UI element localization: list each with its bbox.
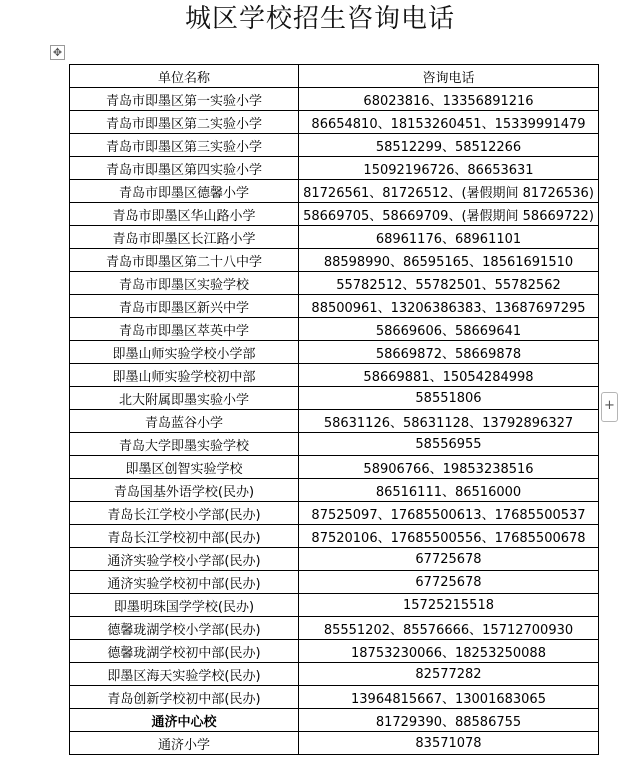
phone-cell: 81726561、81726512、(暑假期间 81726536) [299, 180, 599, 203]
phone-cell: 15092196726、86653631 [299, 157, 599, 180]
table-row [70, 709, 599, 732]
table-row [70, 134, 599, 157]
table-row [70, 525, 599, 548]
phone-cell: 87520106、17685500556、17685500678 [299, 525, 599, 548]
phone-cell: 81729390、88586755 [299, 709, 599, 732]
phone-cell: 55782512、55782501、55782562 [299, 272, 599, 295]
school-name-cell: 青岛市即墨区新兴中学 [70, 295, 299, 318]
table-row [70, 203, 599, 226]
phone-cell: 88500961、13206386383、13687697295 [299, 295, 599, 318]
phone-cell: 58906766、19853238516 [299, 456, 599, 479]
header-unit-name: 单位名称 [70, 65, 299, 88]
table-row [70, 548, 599, 571]
table-row [70, 732, 599, 755]
school-name-cell: 即墨区海天实验学校(民办) [70, 663, 299, 686]
table-row [70, 318, 599, 341]
school-name-cell: 青岛市即墨区第一实验小学 [70, 88, 299, 111]
phone-cell: 86516111、86516000 [299, 479, 599, 502]
table-row [70, 111, 599, 134]
contact-table [69, 64, 599, 755]
table-row [70, 226, 599, 249]
table-row [70, 157, 599, 180]
phone-cell: 58551806 [299, 387, 599, 410]
table-row [70, 341, 599, 364]
school-name-cell: 青岛市即墨区华山路小学 [70, 203, 299, 226]
phone-cell: 82577282 [299, 663, 599, 686]
phone-cell: 58669881、15054284998 [299, 364, 599, 387]
school-name-cell: 青岛国基外语学校(民办) [70, 479, 299, 502]
phone-cell: 86654810、18153260451、15339991479 [299, 111, 599, 134]
school-name-cell: 即墨山师实验学校小学部 [70, 341, 299, 364]
school-name-cell: 青岛长江学校初中部(民办) [70, 525, 299, 548]
phone-cell: 58669872、58669878 [299, 341, 599, 364]
school-name-cell: 青岛大学即墨实验学校 [70, 433, 299, 456]
phone-cell: 58512299、58512266 [299, 134, 599, 157]
school-name-cell: 即墨区创智实验学校 [70, 456, 299, 479]
table-row [70, 88, 599, 111]
school-name-cell: 青岛市即墨区德馨小学 [70, 180, 299, 203]
school-name-cell: 青岛蓝谷小学 [70, 410, 299, 433]
school-name-cell: 北大附属即墨实验小学 [70, 387, 299, 410]
phone-cell: 13964815667、13001683065 [299, 686, 599, 709]
table-row [70, 410, 599, 433]
table-row [70, 617, 599, 640]
school-name-cell: 青岛市即墨区第三实验小学 [70, 134, 299, 157]
phone-cell: 83571078 [299, 732, 599, 755]
table-row [70, 456, 599, 479]
table-row [70, 502, 599, 525]
school-name-cell: 青岛市即墨区实验学校 [70, 272, 299, 295]
phone-cell: 68961176、68961101 [299, 226, 599, 249]
phone-cell: 58669705、58669709、(暑假期间 58669722) [299, 203, 599, 226]
school-name-cell: 青岛长江学校小学部(民办) [70, 502, 299, 525]
page-title: 城区学校招生咨询电话 [184, 4, 455, 34]
school-name-cell: 青岛市即墨区第四实验小学 [70, 157, 299, 180]
table-row [70, 663, 599, 686]
table-row [70, 571, 599, 594]
phone-cell: 58556955 [299, 433, 599, 456]
table-row [70, 640, 599, 663]
table-row [70, 249, 599, 272]
school-name-cell: 德馨珑湖学校初中部(民办) [70, 640, 299, 663]
school-name-cell: 德馨珑湖学校小学部(民办) [70, 617, 299, 640]
school-name-cell: 即墨山师实验学校初中部 [70, 364, 299, 387]
school-name-cell: 青岛市即墨区第二实验小学 [70, 111, 299, 134]
table-body [70, 88, 599, 755]
phone-cell: 88598990、86595165、18561691510 [299, 249, 599, 272]
table-row [70, 433, 599, 456]
table-row [70, 295, 599, 318]
header-phone: 咨询电话 [299, 65, 599, 88]
table-row [70, 364, 599, 387]
school-name-cell: 青岛市即墨区萃英中学 [70, 318, 299, 341]
phone-cell: 67725678 [299, 571, 599, 594]
table-row [70, 272, 599, 295]
school-name-cell: 青岛创新学校初中部(民办) [70, 686, 299, 709]
phone-cell: 67725678 [299, 548, 599, 571]
school-name-cell: 通济实验学校小学部(民办) [70, 548, 299, 571]
table-row [70, 180, 599, 203]
move-arrows-icon[interactable]: ✥ [50, 45, 65, 60]
school-name-cell: 青岛市即墨区长江路小学 [70, 226, 299, 249]
school-name-cell: 青岛市即墨区第二十八中学 [70, 249, 299, 272]
table-row [70, 594, 599, 617]
school-name-cell: 即墨明珠国学学校(民办) [70, 594, 299, 617]
table-row [70, 479, 599, 502]
school-name-cell: 通济中心校 [70, 709, 299, 732]
phone-cell: 68023816、13356891216 [299, 88, 599, 111]
phone-cell: 58631126、58631128、13792896327 [299, 410, 599, 433]
table-row [70, 387, 599, 410]
phone-cell: 15725215518 [299, 594, 599, 617]
plus-icon[interactable]: + [601, 392, 618, 422]
phone-cell: 18753230066、18253250088 [299, 640, 599, 663]
table-row [70, 686, 599, 709]
phone-cell: 58669606、58669641 [299, 318, 599, 341]
phone-cell: 87525097、17685500613、17685500537 [299, 502, 599, 525]
table-header-row [70, 65, 599, 88]
school-name-cell: 通济实验学校初中部(民办) [70, 571, 299, 594]
phone-cell: 85551202、85576666、15712700930 [299, 617, 599, 640]
school-name-cell: 通济小学 [70, 732, 299, 755]
